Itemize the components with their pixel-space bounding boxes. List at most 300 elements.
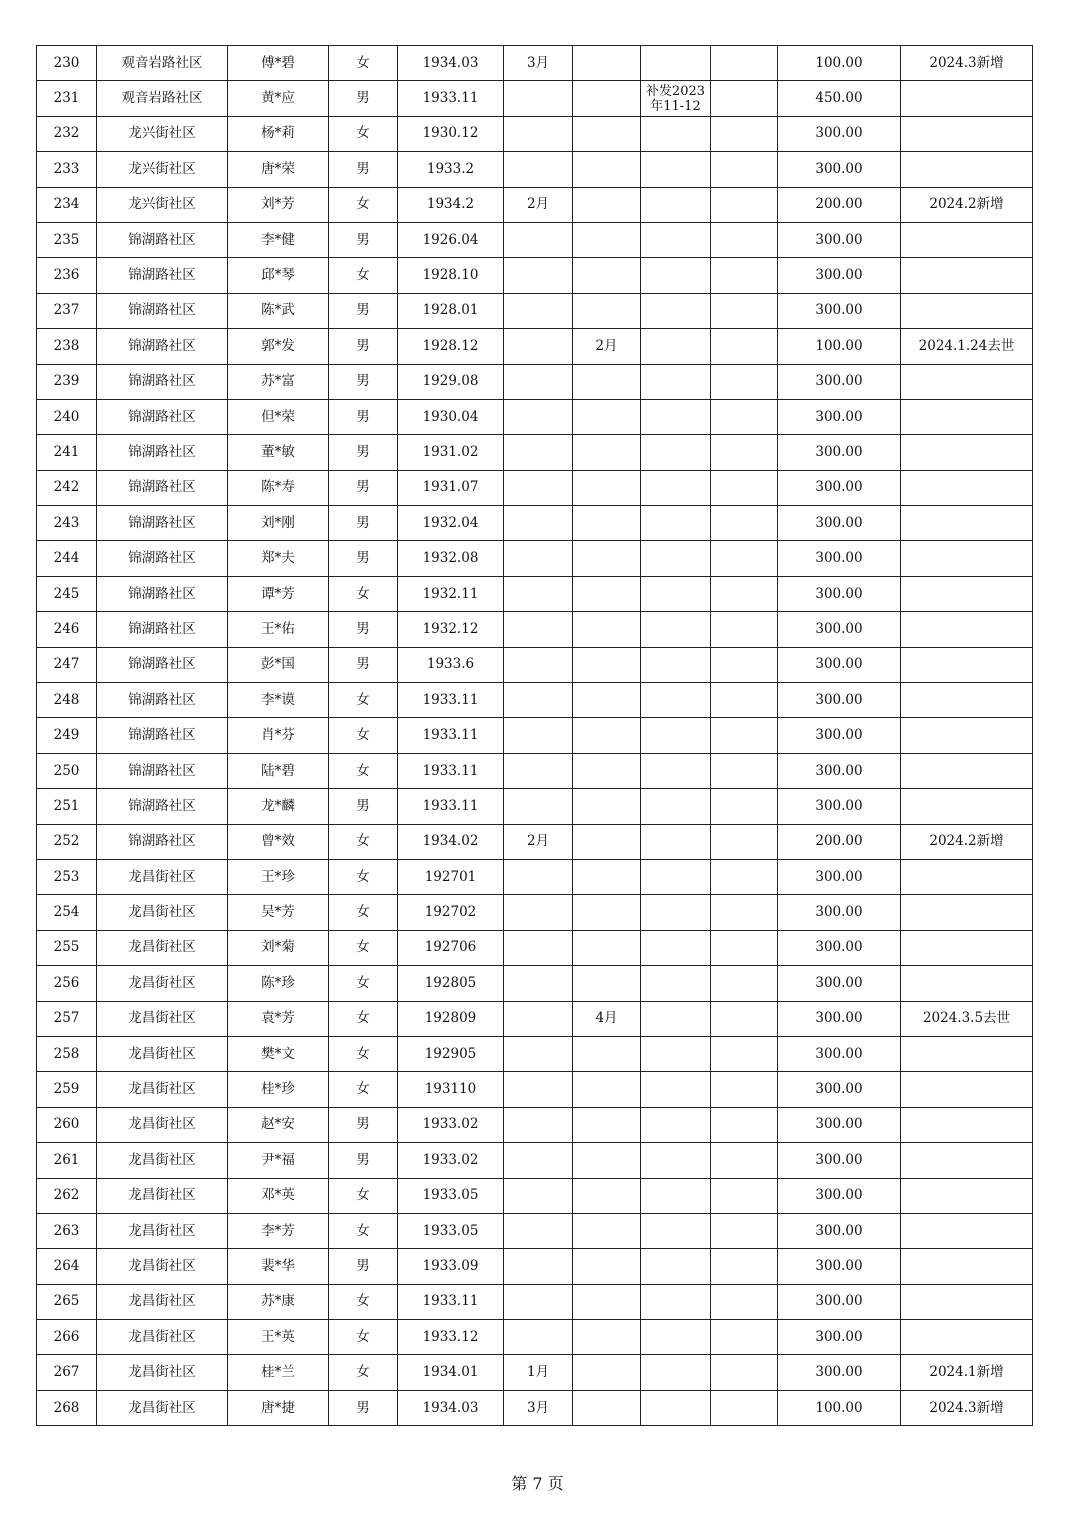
other-note-cell (711, 364, 778, 399)
person-name-cell: 苏*康 (228, 1284, 329, 1319)
stop-month-cell: 4月 (573, 1001, 641, 1036)
stop-month-cell (573, 1390, 641, 1425)
row-number-cell: 233 (37, 152, 97, 187)
amount-cell: 300.00 (778, 1213, 901, 1248)
gender-cell: 男 (329, 364, 398, 399)
other-note-cell (711, 824, 778, 859)
remark-cell (901, 399, 1033, 434)
supplement-note-cell (641, 541, 711, 576)
other-note-cell (711, 718, 778, 753)
supplement-note-cell (641, 46, 711, 81)
community-name-cell: 龙昌街社区 (97, 1001, 228, 1036)
person-name-cell: 刘*芳 (228, 187, 329, 222)
gender-cell: 女 (329, 1284, 398, 1319)
community-name-cell: 龙昌街社区 (97, 1143, 228, 1178)
person-name-cell: 但*荣 (228, 399, 329, 434)
amount-cell: 300.00 (778, 1320, 901, 1355)
person-name-cell: 刘*刚 (228, 506, 329, 541)
supplement-note-cell (641, 895, 711, 930)
new-month-cell (504, 647, 573, 682)
supplement-note-cell (641, 789, 711, 824)
supplement-note-cell (641, 116, 711, 151)
amount-cell: 300.00 (778, 753, 901, 788)
table-row (37, 966, 1033, 1001)
stop-month-cell (573, 470, 641, 505)
new-month-cell (504, 258, 573, 293)
remark-cell (901, 1072, 1033, 1107)
row-number-cell: 235 (37, 222, 97, 257)
new-month-cell (504, 1178, 573, 1213)
other-note-cell (711, 1213, 778, 1248)
amount-cell: 200.00 (778, 187, 901, 222)
table-row (37, 541, 1033, 576)
supplement-note-cell (641, 222, 711, 257)
gender-cell: 女 (329, 576, 398, 611)
table-row (37, 753, 1033, 788)
other-note-cell (711, 329, 778, 364)
stop-month-cell (573, 718, 641, 753)
table-row (37, 576, 1033, 611)
amount-cell: 300.00 (778, 576, 901, 611)
table-row (37, 1320, 1033, 1355)
gender-cell: 女 (329, 1355, 398, 1390)
amount-cell: 100.00 (778, 46, 901, 81)
amount-cell: 300.00 (778, 930, 901, 965)
gender-cell: 男 (329, 1249, 398, 1284)
stop-month-cell (573, 152, 641, 187)
table-row (37, 859, 1033, 894)
remark-cell (901, 966, 1033, 1001)
stop-month-cell (573, 541, 641, 576)
community-name-cell: 龙昌街社区 (97, 930, 228, 965)
table-row (37, 81, 1033, 116)
other-note-cell (711, 683, 778, 718)
table-row (37, 258, 1033, 293)
remark-cell: 2024.2新增 (901, 824, 1033, 859)
gender-cell: 女 (329, 930, 398, 965)
birth-date-cell: 192905 (398, 1036, 504, 1071)
row-number-cell: 265 (37, 1284, 97, 1319)
table-row (37, 399, 1033, 434)
supplement-note-cell (641, 258, 711, 293)
community-name-cell: 龙昌街社区 (97, 1213, 228, 1248)
amount-cell: 300.00 (778, 1107, 901, 1142)
amount-cell: 300.00 (778, 541, 901, 576)
other-note-cell (711, 1355, 778, 1390)
amount-cell: 300.00 (778, 506, 901, 541)
amount-cell: 300.00 (778, 1178, 901, 1213)
amount-cell: 200.00 (778, 824, 901, 859)
community-name-cell: 龙昌街社区 (97, 859, 228, 894)
supplement-note-cell (641, 683, 711, 718)
stop-month-cell (573, 1284, 641, 1319)
row-number-cell: 268 (37, 1390, 97, 1425)
supplement-note-cell (641, 1355, 711, 1390)
remark-cell (901, 1178, 1033, 1213)
table-row (37, 1178, 1033, 1213)
gender-cell: 男 (329, 541, 398, 576)
remark-cell (901, 152, 1033, 187)
row-number-cell: 253 (37, 859, 97, 894)
new-month-cell: 3月 (504, 1390, 573, 1425)
birth-date-cell: 1934.01 (398, 1355, 504, 1390)
other-note-cell (711, 1143, 778, 1178)
supplement-note-cell (641, 718, 711, 753)
row-number-cell: 242 (37, 470, 97, 505)
supplement-note-cell (641, 647, 711, 682)
birth-date-cell: 1933.11 (398, 81, 504, 116)
community-name-cell: 观音岩路社区 (97, 81, 228, 116)
row-number-cell: 267 (37, 1355, 97, 1390)
row-number-cell: 266 (37, 1320, 97, 1355)
other-note-cell (711, 1320, 778, 1355)
other-note-cell (711, 1284, 778, 1319)
new-month-cell (504, 789, 573, 824)
person-name-cell: 桂*兰 (228, 1355, 329, 1390)
table-row (37, 1036, 1033, 1071)
new-month-cell (504, 683, 573, 718)
other-note-cell (711, 541, 778, 576)
new-month-cell (504, 895, 573, 930)
amount-cell: 100.00 (778, 1390, 901, 1425)
birth-date-cell: 1933.02 (398, 1107, 504, 1142)
new-month-cell (504, 1213, 573, 1248)
remark-cell (901, 718, 1033, 753)
community-name-cell: 观音岩路社区 (97, 46, 228, 81)
new-month-cell (504, 718, 573, 753)
community-name-cell: 龙昌街社区 (97, 1249, 228, 1284)
birth-date-cell: 1932.08 (398, 541, 504, 576)
community-name-cell: 龙兴街社区 (97, 187, 228, 222)
supplement-note-cell (641, 399, 711, 434)
row-number-cell: 258 (37, 1036, 97, 1071)
remark-cell (901, 1284, 1033, 1319)
new-month-cell (504, 364, 573, 399)
birth-date-cell: 192805 (398, 966, 504, 1001)
community-name-cell: 锦湖路社区 (97, 576, 228, 611)
community-name-cell: 龙昌街社区 (97, 1320, 228, 1355)
stop-month-cell (573, 81, 641, 116)
new-month-cell (504, 222, 573, 257)
supplement-note-cell (641, 576, 711, 611)
supplement-note-cell (641, 152, 711, 187)
supplement-note-cell (641, 293, 711, 328)
supplement-note-cell (641, 824, 711, 859)
gender-cell: 男 (329, 222, 398, 257)
supplement-note-cell (641, 1072, 711, 1107)
stop-month-cell: 2月 (573, 329, 641, 364)
new-month-cell (504, 1249, 573, 1284)
gender-cell: 男 (329, 81, 398, 116)
community-name-cell: 锦湖路社区 (97, 683, 228, 718)
stop-month-cell (573, 399, 641, 434)
amount-cell: 300.00 (778, 152, 901, 187)
stop-month-cell (573, 1320, 641, 1355)
person-name-cell: 郭*发 (228, 329, 329, 364)
person-name-cell: 王*佑 (228, 612, 329, 647)
gender-cell: 女 (329, 859, 398, 894)
person-name-cell: 樊*文 (228, 1036, 329, 1071)
remark-cell (901, 435, 1033, 470)
new-month-cell (504, 293, 573, 328)
stop-month-cell (573, 222, 641, 257)
row-number-cell: 240 (37, 399, 97, 434)
person-name-cell: 邱*琴 (228, 258, 329, 293)
supplement-note-cell (641, 1178, 711, 1213)
table-row (37, 329, 1033, 364)
row-number-cell: 239 (37, 364, 97, 399)
birth-date-cell: 1934.03 (398, 1390, 504, 1425)
person-name-cell: 郑*夫 (228, 541, 329, 576)
person-name-cell: 王*英 (228, 1320, 329, 1355)
gender-cell: 女 (329, 1072, 398, 1107)
amount-cell: 300.00 (778, 789, 901, 824)
birth-date-cell: 193110 (398, 1072, 504, 1107)
birth-date-cell: 1933.6 (398, 647, 504, 682)
table-row (37, 930, 1033, 965)
remark-cell (901, 258, 1033, 293)
community-name-cell: 锦湖路社区 (97, 506, 228, 541)
stop-month-cell (573, 647, 641, 682)
stop-month-cell (573, 1143, 641, 1178)
other-note-cell (711, 506, 778, 541)
row-number-cell: 234 (37, 187, 97, 222)
row-number-cell: 230 (37, 46, 97, 81)
birth-date-cell: 1933.11 (398, 1284, 504, 1319)
person-name-cell: 吴*芳 (228, 895, 329, 930)
supplement-note-cell (641, 506, 711, 541)
supplement-note-cell (641, 1284, 711, 1319)
stop-month-cell (573, 824, 641, 859)
gender-cell: 女 (329, 116, 398, 151)
person-name-cell: 陈*珍 (228, 966, 329, 1001)
remark-cell (901, 1143, 1033, 1178)
stop-month-cell (573, 1072, 641, 1107)
community-name-cell: 锦湖路社区 (97, 364, 228, 399)
remark-cell (901, 506, 1033, 541)
community-name-cell: 锦湖路社区 (97, 258, 228, 293)
other-note-cell (711, 930, 778, 965)
remark-cell (901, 222, 1033, 257)
gender-cell: 女 (329, 683, 398, 718)
stop-month-cell (573, 258, 641, 293)
amount-cell: 300.00 (778, 435, 901, 470)
amount-cell: 300.00 (778, 1355, 901, 1390)
gender-cell: 女 (329, 187, 398, 222)
amount-cell: 300.00 (778, 258, 901, 293)
gender-cell: 男 (329, 329, 398, 364)
supplement-note-cell (641, 329, 711, 364)
community-name-cell: 锦湖路社区 (97, 541, 228, 576)
gender-cell: 男 (329, 399, 398, 434)
table-row (37, 1072, 1033, 1107)
person-name-cell: 陆*碧 (228, 753, 329, 788)
other-note-cell (711, 1107, 778, 1142)
supplement-note-cell (641, 1390, 711, 1425)
supplement-note-cell (641, 930, 711, 965)
stop-month-cell (573, 930, 641, 965)
community-name-cell: 龙昌街社区 (97, 1072, 228, 1107)
table-row (37, 470, 1033, 505)
remark-cell (901, 1213, 1033, 1248)
row-number-cell: 241 (37, 435, 97, 470)
community-name-cell: 锦湖路社区 (97, 612, 228, 647)
gender-cell: 女 (329, 753, 398, 788)
gender-cell: 女 (329, 966, 398, 1001)
table-row (37, 1107, 1033, 1142)
other-note-cell (711, 81, 778, 116)
birth-date-cell: 1931.07 (398, 470, 504, 505)
supplement-note-cell (641, 1320, 711, 1355)
stop-month-cell (573, 435, 641, 470)
community-name-cell: 锦湖路社区 (97, 222, 228, 257)
person-name-cell: 李*芳 (228, 1213, 329, 1248)
stop-month-cell (573, 187, 641, 222)
birth-date-cell: 192706 (398, 930, 504, 965)
new-month-cell (504, 1320, 573, 1355)
gender-cell: 男 (329, 1143, 398, 1178)
other-note-cell (711, 1072, 778, 1107)
row-number-cell: 243 (37, 506, 97, 541)
gender-cell: 男 (329, 647, 398, 682)
stop-month-cell (573, 293, 641, 328)
row-number-cell: 251 (37, 789, 97, 824)
row-number-cell: 247 (37, 647, 97, 682)
birth-date-cell: 1933.11 (398, 789, 504, 824)
community-name-cell: 龙昌街社区 (97, 1284, 228, 1319)
community-name-cell: 龙兴街社区 (97, 152, 228, 187)
stop-month-cell (573, 1213, 641, 1248)
person-name-cell: 袁*芳 (228, 1001, 329, 1036)
supplement-note-cell (641, 364, 711, 399)
remark-cell (901, 470, 1033, 505)
table-row (37, 435, 1033, 470)
amount-cell: 450.00 (778, 81, 901, 116)
new-month-cell (504, 399, 573, 434)
new-month-cell (504, 152, 573, 187)
gender-cell: 女 (329, 1320, 398, 1355)
remark-cell (901, 930, 1033, 965)
community-name-cell: 锦湖路社区 (97, 399, 228, 434)
row-number-cell: 231 (37, 81, 97, 116)
other-note-cell (711, 152, 778, 187)
community-name-cell: 锦湖路社区 (97, 293, 228, 328)
person-name-cell: 邓*英 (228, 1178, 329, 1213)
new-month-cell (504, 506, 573, 541)
remark-cell (901, 364, 1033, 399)
gender-cell: 女 (329, 1036, 398, 1071)
row-number-cell: 259 (37, 1072, 97, 1107)
table-row (37, 1355, 1033, 1390)
stop-month-cell (573, 683, 641, 718)
table-row (37, 1143, 1033, 1178)
gender-cell: 男 (329, 1390, 398, 1425)
community-name-cell: 龙兴街社区 (97, 116, 228, 151)
gender-cell: 女 (329, 718, 398, 753)
birth-date-cell: 1933.02 (398, 1143, 504, 1178)
community-name-cell: 龙昌街社区 (97, 966, 228, 1001)
person-name-cell: 李*健 (228, 222, 329, 257)
person-name-cell: 尹*福 (228, 1143, 329, 1178)
person-name-cell: 赵*安 (228, 1107, 329, 1142)
new-month-cell (504, 541, 573, 576)
stop-month-cell (573, 46, 641, 81)
new-month-cell (504, 329, 573, 364)
new-month-cell (504, 1072, 573, 1107)
table-row (37, 46, 1033, 81)
row-number-cell: 246 (37, 612, 97, 647)
remark-cell: 2024.3新增 (901, 46, 1033, 81)
row-number-cell: 260 (37, 1107, 97, 1142)
community-name-cell: 龙昌街社区 (97, 1390, 228, 1425)
person-name-cell: 唐*捷 (228, 1390, 329, 1425)
person-name-cell: 陈*武 (228, 293, 329, 328)
row-number-cell: 249 (37, 718, 97, 753)
birth-date-cell: 192809 (398, 1001, 504, 1036)
birth-date-cell: 1928.12 (398, 329, 504, 364)
other-note-cell (711, 789, 778, 824)
row-number-cell: 252 (37, 824, 97, 859)
amount-cell: 300.00 (778, 1249, 901, 1284)
community-name-cell: 龙昌街社区 (97, 895, 228, 930)
new-month-cell (504, 859, 573, 894)
remark-cell (901, 895, 1033, 930)
amount-cell: 300.00 (778, 1143, 901, 1178)
person-name-cell: 王*珍 (228, 859, 329, 894)
new-month-cell (504, 930, 573, 965)
supplement-note-cell (641, 859, 711, 894)
other-note-cell (711, 895, 778, 930)
supplement-note-cell (641, 1249, 711, 1284)
person-name-cell: 彭*国 (228, 647, 329, 682)
other-note-cell (711, 222, 778, 257)
table-row (37, 612, 1033, 647)
birth-date-cell: 1929.08 (398, 364, 504, 399)
stop-month-cell (573, 1107, 641, 1142)
amount-cell: 300.00 (778, 399, 901, 434)
person-name-cell: 裴*华 (228, 1249, 329, 1284)
gender-cell: 女 (329, 895, 398, 930)
other-note-cell (711, 293, 778, 328)
row-number-cell: 238 (37, 329, 97, 364)
amount-cell: 300.00 (778, 1001, 901, 1036)
person-name-cell: 陈*寿 (228, 470, 329, 505)
amount-cell: 300.00 (778, 470, 901, 505)
community-name-cell: 锦湖路社区 (97, 789, 228, 824)
gender-cell: 女 (329, 1213, 398, 1248)
row-number-cell: 255 (37, 930, 97, 965)
gender-cell: 男 (329, 470, 398, 505)
person-name-cell: 杨*莉 (228, 116, 329, 151)
new-month-cell (504, 1001, 573, 1036)
remark-cell (901, 753, 1033, 788)
table-row (37, 222, 1033, 257)
stop-month-cell (573, 1249, 641, 1284)
other-note-cell (711, 258, 778, 293)
remark-cell (901, 647, 1033, 682)
new-month-cell: 3月 (504, 46, 573, 81)
other-note-cell (711, 859, 778, 894)
new-month-cell (504, 435, 573, 470)
row-number-cell: 237 (37, 293, 97, 328)
table-row (37, 895, 1033, 930)
row-number-cell: 250 (37, 753, 97, 788)
community-name-cell: 龙昌街社区 (97, 1036, 228, 1071)
gender-cell: 女 (329, 1001, 398, 1036)
new-month-cell: 1月 (504, 1355, 573, 1390)
row-number-cell: 261 (37, 1143, 97, 1178)
birth-date-cell: 1930.12 (398, 116, 504, 151)
